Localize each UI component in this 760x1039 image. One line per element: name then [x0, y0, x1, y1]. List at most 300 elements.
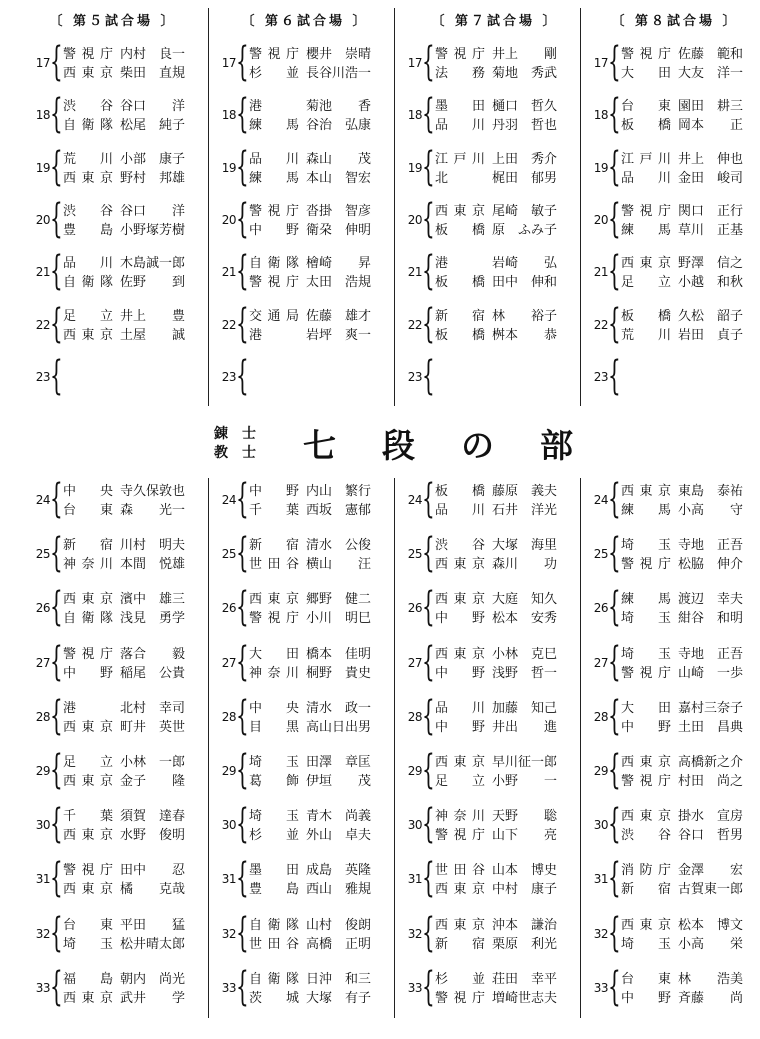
player-name: 浅野 哲一: [492, 665, 558, 681]
match-number: 30: [35, 818, 50, 833]
match-number: 32: [35, 926, 50, 941]
player-name: 太田 浩規: [306, 275, 372, 291]
bracket-brace: {: [236, 801, 249, 848]
bracket-brace: {: [422, 143, 435, 190]
team-name: 西東京: [621, 809, 671, 825]
player-name: 内村 良一: [120, 47, 186, 62]
bracket-brace: {: [422, 300, 435, 347]
team-name: 練 馬: [621, 503, 671, 518]
match-number: 18: [593, 108, 608, 123]
bracket-brace: {: [236, 747, 249, 793]
bracket-brace: {: [608, 801, 621, 848]
match-row: [588, 530, 758, 577]
team-name: 杉 並: [249, 828, 299, 844]
team-name: 自衛隊: [249, 917, 299, 933]
team-name: 荒 川: [621, 327, 671, 343]
bracket-brace: {: [422, 248, 435, 295]
player-name: 井上 伸也: [678, 151, 744, 167]
match-row: [30, 352, 200, 399]
bracket-brace: {: [50, 963, 63, 1010]
bracket-brace: {: [422, 195, 435, 242]
column-divider-bottom-3: [580, 478, 581, 1018]
bracket-brace: {: [422, 638, 435, 685]
player-name: 森山 茂: [306, 151, 372, 167]
match-row: [588, 747, 758, 793]
match-number: 19: [221, 160, 236, 175]
team-name: 警視庁: [621, 47, 671, 62]
bracket-brace: {: [50, 584, 63, 631]
team-name: 西東京: [435, 557, 485, 573]
player-name: 栗原 利光: [492, 936, 558, 952]
bracket-brace: {: [422, 352, 435, 399]
team-name: 神奈川: [63, 557, 113, 573]
player-name: 原 ふみ子: [492, 222, 558, 238]
player-name: 沓掛 智彦: [306, 203, 372, 219]
bracket-brace: {: [422, 530, 435, 577]
team-name: 杉 並: [249, 66, 299, 81]
team-name: 新 宿: [435, 308, 485, 324]
bracket-brace: {: [608, 195, 621, 242]
player-name: 青木 尚義: [306, 809, 372, 825]
player-name: 斉藤 尚: [678, 990, 744, 1006]
team-name: 法 務: [435, 66, 485, 81]
match-number: 23: [221, 369, 236, 384]
bracket-brace: {: [50, 248, 63, 295]
bracket-brace: {: [50, 692, 63, 739]
match-row: [30, 195, 200, 242]
team-name: 西東京: [63, 327, 113, 343]
player-name: 尾崎 敏子: [492, 203, 558, 219]
match-number: 26: [35, 601, 50, 616]
team-name: 警視庁: [249, 47, 299, 62]
team-name: 西東京: [63, 828, 113, 844]
team-name: 練 馬: [621, 222, 671, 238]
match-row: [216, 91, 386, 138]
match-row: [216, 195, 386, 242]
team-name: 警視庁: [249, 203, 299, 219]
player-name: 岩田 貞子: [678, 327, 744, 343]
match-row: [216, 855, 386, 902]
team-name: 練 馬: [249, 118, 299, 134]
match-row: [216, 248, 386, 295]
player-name: 井出 進: [492, 719, 558, 735]
match-number: 33: [593, 980, 608, 995]
bracket-brace: {: [608, 476, 621, 522]
player-name: 岩坪 爽一: [306, 327, 372, 343]
player-name: 寺地 正吾: [678, 646, 744, 662]
match-row: [588, 352, 758, 399]
bracket-brace: {: [422, 476, 435, 522]
player-name: 松脇 伸介: [678, 557, 744, 573]
team-name: 渋 谷: [621, 828, 671, 844]
player-name: 高橋 正明: [306, 936, 372, 952]
player-name: 小部 康子: [120, 151, 186, 167]
player-name: 渡辺 幸夫: [678, 592, 744, 608]
bracket-brace: {: [422, 963, 435, 1010]
match-number: 28: [221, 709, 236, 724]
player-name: 橋本 佳明: [306, 646, 372, 662]
team-name: 港: [63, 700, 77, 716]
match-row: [402, 300, 572, 347]
match-number: 30: [593, 818, 608, 833]
player-name: 西坂 憲郁: [306, 503, 372, 518]
team-name: 西東京: [63, 882, 113, 898]
team-name: 警視庁: [621, 557, 671, 573]
player-name: 桐野 貴史: [306, 665, 372, 681]
match-number: 33: [221, 980, 236, 995]
match-row: [588, 638, 758, 685]
player-name: 濱中 雄三: [120, 592, 186, 608]
player-name: 横山 汪: [306, 557, 372, 573]
match-number: 28: [35, 709, 50, 724]
player-name: 佐藤 範和: [678, 47, 744, 62]
player-name: 樋口 哲久: [492, 99, 558, 115]
match-row: [30, 91, 200, 138]
team-name: 自衛隊: [249, 256, 299, 272]
match-number: 30: [221, 818, 236, 833]
player-name: 平田 猛: [120, 917, 186, 933]
team-name: 消防庁: [621, 863, 671, 879]
match-row: [402, 747, 572, 793]
player-name: 谷口 洋: [120, 203, 186, 219]
player-name: 森 光一: [120, 503, 186, 518]
player-name: 松本 安秀: [492, 611, 558, 627]
player-name: 石井 洋光: [492, 503, 558, 518]
match-row: [30, 143, 200, 190]
match-row: [588, 91, 758, 138]
player-name: 成島 英隆: [306, 863, 372, 879]
team-name: 警視庁: [63, 646, 113, 662]
bracket-brace: {: [608, 530, 621, 577]
player-name: 桝本 恭: [492, 327, 558, 343]
bracket-brace: {: [608, 692, 621, 739]
team-name: 板 橋: [621, 118, 671, 134]
bracket-brace: {: [236, 638, 249, 685]
team-name: 葛 飾: [249, 774, 299, 789]
match-number: 28: [593, 709, 608, 724]
player-name: 松井晴太郎: [120, 936, 186, 952]
player-name: 高橋新之介: [678, 755, 744, 770]
match-number: 21: [221, 265, 236, 280]
team-name: 大 田: [621, 700, 671, 716]
team-name: 目 黒: [249, 719, 299, 735]
team-name: 墨 田: [435, 99, 485, 115]
player-name: 藤原 義夫: [492, 484, 558, 499]
player-name: 小野塚芳樹: [120, 222, 186, 238]
team-name: 警視庁: [249, 275, 299, 291]
team-name: 千 葉: [249, 503, 299, 518]
match-number: 30: [407, 818, 422, 833]
match-row: [30, 963, 200, 1010]
match-number: 31: [407, 872, 422, 887]
player-name: 掛水 宣房: [678, 809, 744, 825]
match-row: [588, 692, 758, 739]
match-row: [30, 692, 200, 739]
player-name: 野村 邦雄: [120, 170, 186, 186]
player-name: 岡本 正: [678, 118, 744, 134]
match-row: [216, 352, 386, 399]
team-name: 練 馬: [621, 592, 671, 608]
player-name: 外山 卓夫: [306, 828, 372, 844]
match-number: 26: [593, 601, 608, 616]
match-row: [216, 909, 386, 956]
match-number: 19: [35, 160, 50, 175]
player-name: 松本 博文: [678, 917, 744, 933]
team-name: 自衛隊: [249, 971, 299, 987]
player-name: 森川 功: [492, 557, 558, 573]
player-name: 林 浩美: [678, 971, 744, 987]
match-row: [588, 248, 758, 295]
match-row: [30, 584, 200, 631]
team-name: 埼 玉: [249, 755, 299, 770]
team-name: 神奈川: [249, 665, 299, 681]
bracket-brace: {: [608, 963, 621, 1010]
player-name: 水野 俊明: [120, 828, 186, 844]
bracket-brace: {: [50, 855, 63, 902]
match-number: 18: [407, 108, 422, 123]
player-name: 清水 公俊: [306, 538, 372, 554]
bracket-brace: {: [608, 91, 621, 138]
player-name: 木島誠一郎: [120, 256, 186, 272]
match-number: 18: [221, 108, 236, 123]
player-name: 上田 秀介: [492, 151, 558, 167]
match-row: [216, 476, 386, 522]
team-name: 警視庁: [621, 774, 671, 789]
match-number: 29: [593, 764, 608, 778]
team-name: 荒 川: [63, 151, 113, 167]
team-name: 埼 玉: [249, 809, 299, 825]
match-row: [216, 963, 386, 1010]
team-name: 埼 玉: [621, 538, 671, 554]
team-name: 台 東: [621, 99, 671, 115]
player-name: 関口 正行: [678, 203, 744, 219]
team-name: 渋 谷: [435, 538, 485, 554]
player-name: 小林 一郎: [120, 755, 186, 770]
team-name: 品 川: [435, 118, 485, 134]
column-divider-top-1: [208, 8, 209, 406]
match-row: [402, 352, 572, 399]
match-row: [30, 530, 200, 577]
team-name: 台 東: [621, 971, 671, 987]
match-row: [402, 476, 572, 522]
rank-label: [214, 425, 256, 463]
match-number: 20: [35, 212, 50, 227]
team-name: 台 東: [63, 917, 113, 933]
player-name: 土屋 誠: [120, 327, 186, 343]
team-name: 世田谷: [249, 557, 299, 573]
match-number: 20: [407, 212, 422, 227]
player-name: 寺地 正吾: [678, 538, 744, 554]
player-name: 川村 明夫: [120, 538, 186, 554]
player-name: 加藤 知己: [492, 700, 558, 716]
team-name: 板 橋: [435, 222, 485, 238]
match-row: [30, 855, 200, 902]
bracket-brace: {: [236, 195, 249, 242]
player-name: 小川 明巳: [306, 611, 372, 627]
team-name: 新 宿: [435, 936, 485, 952]
player-name: 谷治 弘康: [306, 118, 372, 134]
team-name: 千 葉: [63, 809, 113, 825]
match-row: [588, 855, 758, 902]
player-name: 長谷川浩一: [306, 66, 372, 81]
bracket-brace: {: [50, 143, 63, 190]
team-name: 西東京: [435, 755, 485, 770]
player-name: 沖本 謙治: [492, 917, 558, 933]
match-number: 23: [593, 369, 608, 384]
match-number: 25: [35, 547, 50, 562]
match-number: 28: [407, 709, 422, 724]
player-name: 本間 悦雄: [120, 557, 186, 573]
match-number: 32: [407, 926, 422, 941]
match-number: 22: [35, 317, 50, 332]
team-name: 中 野: [249, 484, 299, 499]
team-name: 品 川: [435, 700, 485, 716]
team-name: 西東京: [63, 990, 113, 1006]
player-name: 梶田 郁男: [492, 170, 558, 186]
player-name: 土田 昌典: [678, 719, 744, 735]
match-number: 33: [407, 980, 422, 995]
team-name: 中 野: [249, 222, 299, 238]
team-name: 西東京: [435, 646, 485, 662]
team-name: 港: [249, 327, 263, 343]
player-name: 園田 耕三: [678, 99, 744, 115]
match-row: [30, 747, 200, 793]
team-name: 世田谷: [249, 936, 299, 952]
player-name: 野澤 信之: [678, 256, 744, 272]
bracket-brace: {: [50, 195, 63, 242]
team-name: 警視庁: [63, 863, 113, 879]
bracket-brace: {: [608, 855, 621, 902]
bracket-brace: {: [422, 584, 435, 631]
team-name: 警視庁: [435, 990, 485, 1006]
player-name: 紺谷 和明: [678, 611, 744, 627]
bracket-brace: {: [236, 143, 249, 190]
match-number: 29: [221, 764, 236, 778]
match-row: [30, 476, 200, 522]
team-name: 神奈川: [435, 809, 485, 825]
player-name: 岩崎 弘: [492, 256, 558, 272]
player-name: 金子 隆: [120, 774, 186, 789]
player-name: 草川 正基: [678, 222, 744, 238]
player-name: 内山 繁行: [306, 484, 372, 499]
match-number: 32: [593, 926, 608, 941]
court-header-8: 〔 第８試合場 〕: [611, 14, 739, 29]
bracket-brace: {: [608, 248, 621, 295]
player-name: 増崎世志夫: [492, 990, 558, 1006]
team-name: 杉 並: [435, 971, 485, 987]
player-name: 山村 俊朗: [306, 917, 372, 933]
bracket-brace: {: [50, 91, 63, 138]
team-name: 西東京: [435, 203, 485, 219]
match-row: [402, 143, 572, 190]
player-name: 北村 幸司: [120, 700, 186, 716]
bracket-brace: {: [236, 91, 249, 138]
team-name: 新 宿: [63, 538, 113, 554]
team-name: 足 立: [435, 774, 485, 789]
match-number: 29: [407, 764, 422, 778]
bracket-brace: {: [608, 584, 621, 631]
match-number: 24: [593, 493, 608, 507]
team-name: 板 橋: [621, 308, 671, 324]
match-number: 24: [35, 493, 50, 507]
player-name: 小野 一: [492, 774, 558, 789]
match-row: [402, 855, 572, 902]
match-number: 29: [35, 764, 50, 778]
rank-label-kyoshi: 教 士: [214, 445, 256, 461]
player-name: 郷野 健二: [306, 592, 372, 608]
bracket-brace: {: [236, 352, 249, 399]
team-name: 品 川: [621, 170, 671, 186]
team-name: 中 央: [249, 700, 299, 716]
team-name: 警視庁: [621, 665, 671, 681]
column-divider-bottom-2: [394, 478, 395, 1018]
match-number: 24: [221, 493, 236, 507]
team-name: 埼 玉: [621, 936, 671, 952]
team-name: 埼 玉: [621, 646, 671, 662]
team-name: 豊 島: [63, 222, 113, 238]
team-name: 西東京: [435, 592, 485, 608]
team-name: 品 川: [63, 256, 113, 272]
player-name: 天野 聡: [492, 809, 558, 825]
match-number: 22: [221, 317, 236, 332]
match-row: [402, 909, 572, 956]
team-name: 西東京: [249, 592, 299, 608]
match-row: [30, 248, 200, 295]
match-row: [588, 300, 758, 347]
match-number: 32: [221, 926, 236, 941]
match-row: [216, 530, 386, 577]
team-name: 板 橋: [435, 327, 485, 343]
match-row: [402, 530, 572, 577]
match-number: 17: [593, 56, 608, 70]
match-row: [402, 638, 572, 685]
player-name: 荘田 幸平: [492, 971, 558, 987]
bracket-brace: {: [236, 530, 249, 577]
team-name: 西東京: [435, 917, 485, 933]
match-number: 18: [35, 108, 50, 123]
team-name: 西東京: [621, 755, 671, 770]
court-header-7: 〔 第７試合場 〕: [431, 14, 559, 29]
player-name: 小高 栄: [678, 936, 744, 952]
team-name: 西東京: [621, 917, 671, 933]
player-name: 檜崎 昇: [306, 256, 372, 272]
player-name: 早川征一郎: [492, 755, 558, 770]
team-name: 中 野: [435, 665, 485, 681]
match-row: [588, 801, 758, 848]
bracket-brace: {: [236, 476, 249, 522]
team-name: 足 立: [63, 755, 113, 770]
bracket-brace: {: [608, 143, 621, 190]
match-row: [402, 195, 572, 242]
match-row: [588, 584, 758, 631]
player-name: 落合 毅: [120, 646, 186, 662]
bracket-brace: {: [236, 39, 249, 85]
team-name: 警視庁: [621, 203, 671, 219]
match-row: [30, 39, 200, 85]
player-name: 大友 洋一: [678, 66, 744, 81]
player-name: 丹羽 哲也: [492, 118, 558, 134]
team-name: 中 野: [435, 611, 485, 627]
bracket-brace: {: [50, 352, 63, 399]
division-title: 七段の部: [303, 426, 619, 465]
team-name: 江戸川: [621, 151, 671, 167]
bracket-brace: {: [422, 39, 435, 85]
match-number: 17: [35, 56, 50, 70]
bracket-brace: {: [422, 91, 435, 138]
team-name: 渋 谷: [63, 203, 113, 219]
match-row: [216, 300, 386, 347]
player-name: 衛朶 伸明: [306, 222, 372, 238]
